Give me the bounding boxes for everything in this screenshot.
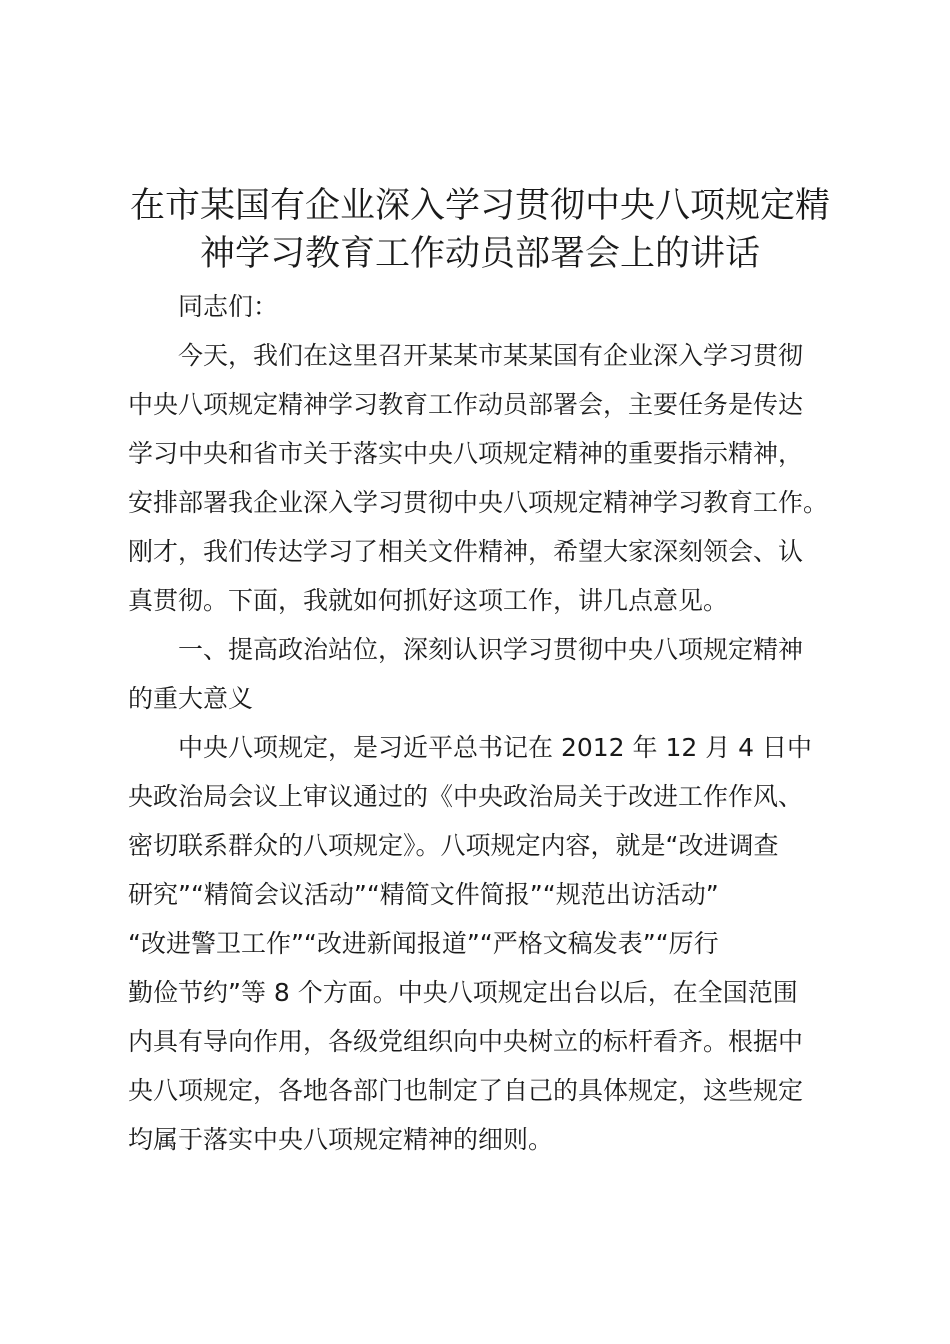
paragraph-2-line-3: 密切联系群众的八项规定》。八项规定内容，就是“改进调查 xyxy=(128,831,779,860)
section-heading-line-2: 的重大意义 xyxy=(128,684,254,713)
paragraph-2-line-2: 央政治局会议上审议通过的《中央政治局关于改进工作作风、 xyxy=(128,782,804,811)
paragraph-2-line-6: 勤俭节约”等 8 个方面。中央八项规定出台以后，在全国范围 xyxy=(128,978,798,1007)
paragraph-1-line-2: 中央八项规定精神学习教育工作动员部署会，主要任务是传达 xyxy=(128,390,804,419)
paragraph-1-line-3: 学习中央和省市关于落实中央八项规定精神的重要指示精神， xyxy=(128,439,804,468)
paragraph-2-line-4: 研究”“精简会议活动”“精简文件简报”“规范出访活动” xyxy=(128,880,719,909)
title-line-2: 神学习教育工作动员部署会上的讲话 xyxy=(199,234,760,274)
paragraph-2-line-5: “改进警卫工作”“改进新闻报道”“严格文稿发表”“厉行 xyxy=(128,929,719,958)
paragraph-1-line-4: 安排部署我企业深入学习贯彻中央八项规定精神学习教育工作。 xyxy=(128,488,829,517)
paragraph-2-line-1: 中央八项规定，是习近平总书记在 2012 年 12 月 4 日中 xyxy=(178,733,813,762)
paragraph-2-line-9: 均属于落实中央八项规定精神的细则。 xyxy=(128,1125,554,1154)
document-title xyxy=(100,182,860,278)
salutation: 同志们： xyxy=(178,292,279,321)
title-line-1: 在市某国有企业深入学习贯彻中央八项规定精 xyxy=(129,186,830,226)
paragraph-1-line-5: 刚才，我们传达学习了相关文件精神，希望大家深刻领会、认 xyxy=(128,537,804,566)
paragraph-1-line-1: 今天，我们在这里召开某某市某某国有企业深入学习贯彻 xyxy=(178,341,804,370)
paragraph-2-line-7: 内具有导向作用，各级党组织向中央树立的标杆看齐。根据中 xyxy=(128,1027,804,1056)
paragraph-1-line-6: 真贯彻。下面，我就如何抓好这项工作，讲几点意见。 xyxy=(128,586,729,615)
paragraph-2-line-8: 央八项规定，各地各部门也制定了自己的具体规定，这些规定 xyxy=(128,1076,804,1105)
document-body xyxy=(128,282,848,1164)
section-heading-line-1: 一、提高政治站位，深刻认识学习贯彻中央八项规定精神 xyxy=(178,635,804,664)
